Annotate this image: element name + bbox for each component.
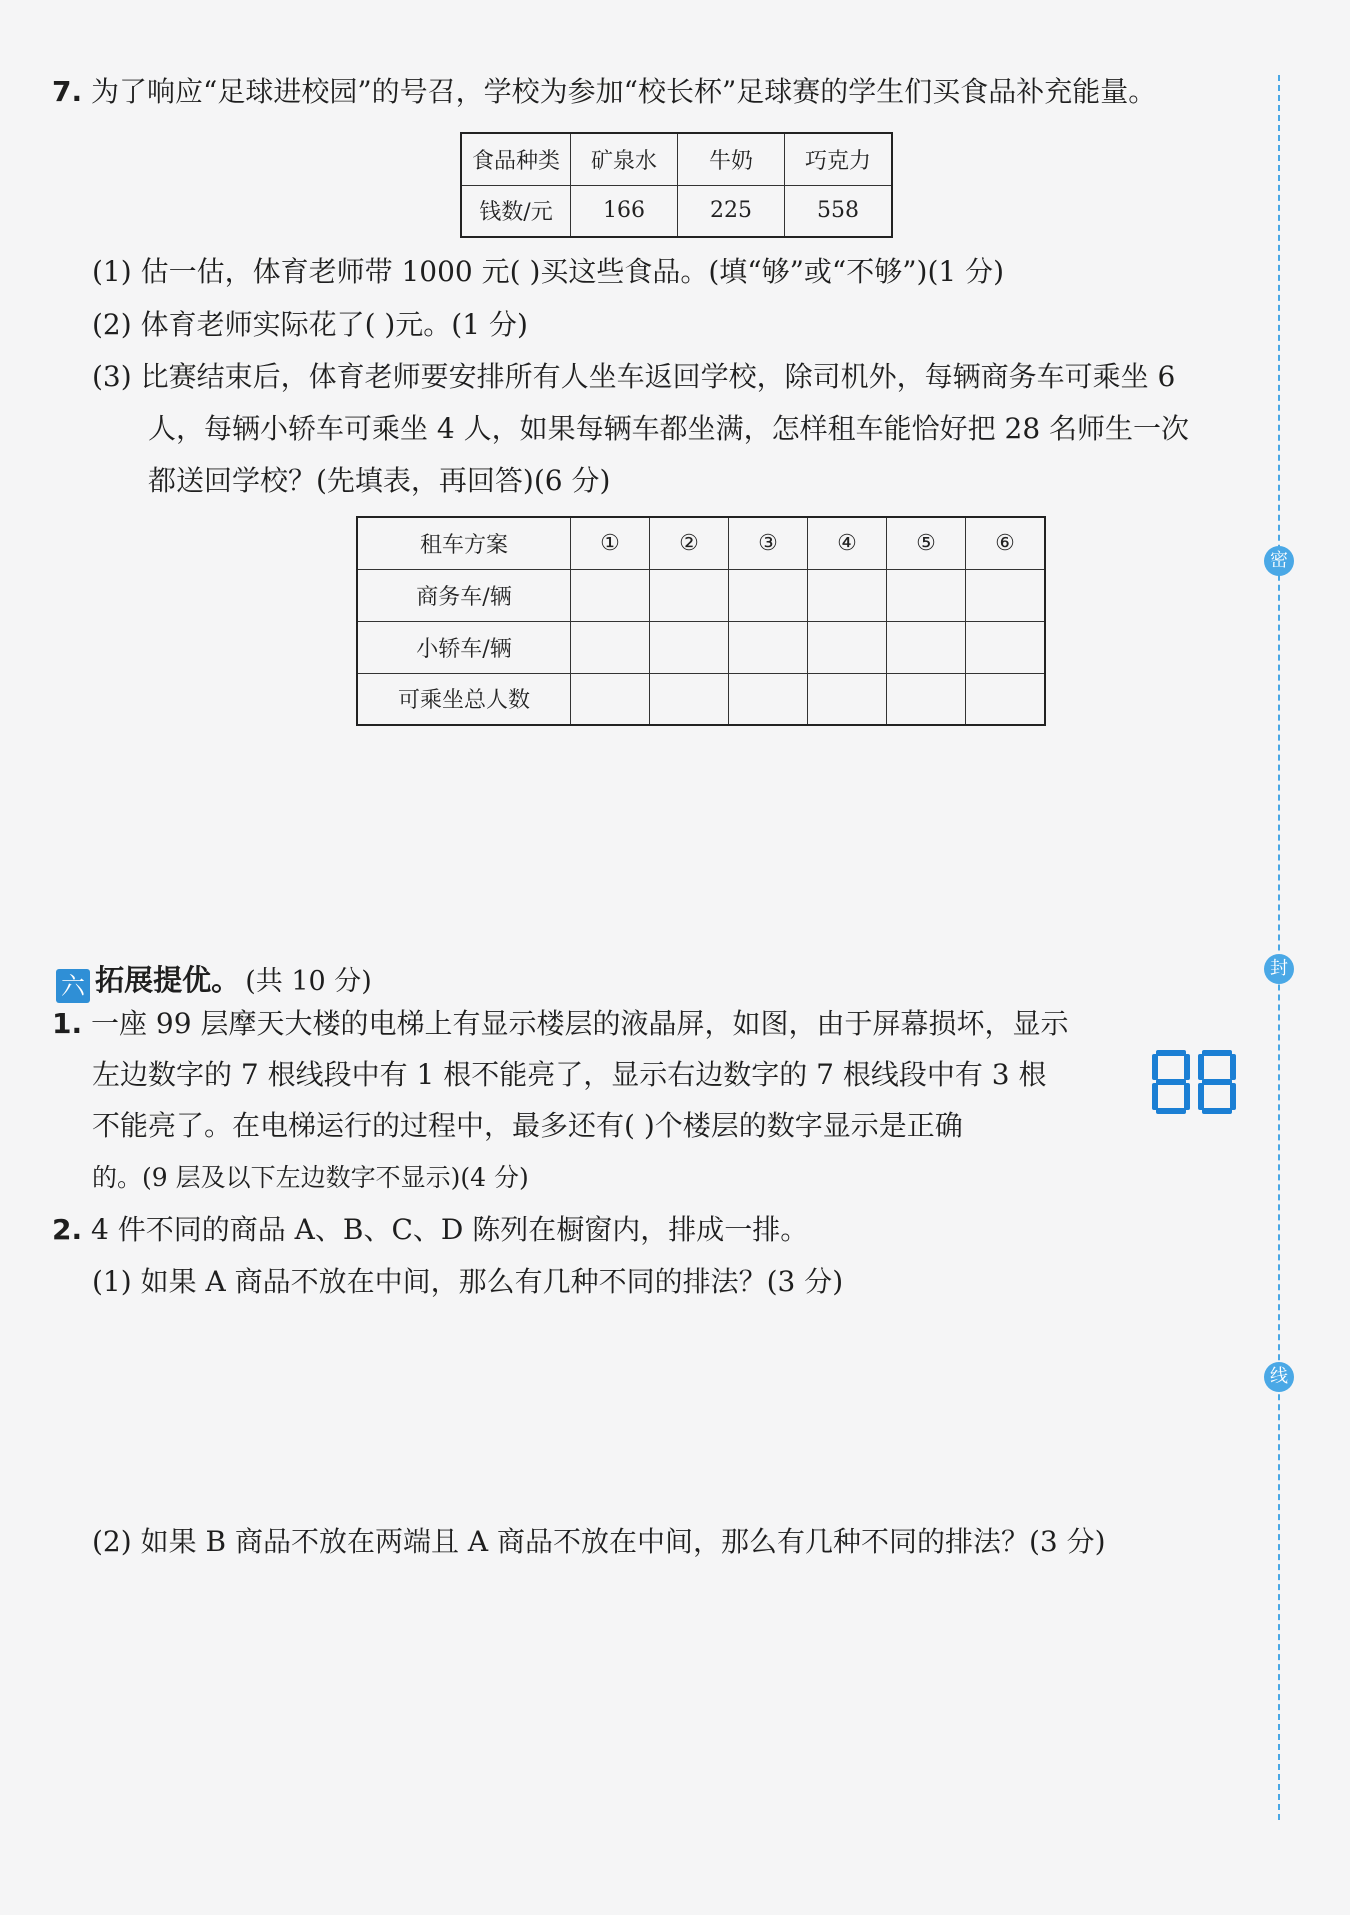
section-badge: 六	[56, 969, 90, 1003]
table-row	[357, 621, 1045, 673]
table-cell: ⑤	[887, 517, 966, 569]
table-cell: 小轿车/辆	[357, 621, 571, 673]
table-row	[461, 185, 892, 237]
answer-cell[interactable]	[650, 673, 729, 725]
margin-mark: 封	[1264, 954, 1294, 984]
s6-q1-line3: 不能亮了。在电梯运行的过程中，最多还有( )个楼层的数字显示是正确	[92, 1109, 963, 1142]
answer-cell[interactable]	[729, 621, 808, 673]
margin-mark: 密	[1264, 546, 1294, 576]
answer-cell[interactable]	[650, 569, 729, 621]
lcd-display-88	[1150, 1048, 1240, 1116]
answer-cell[interactable]	[571, 673, 650, 725]
question-number: 1.	[52, 1007, 83, 1040]
s6-q2-part2: (2) 如果 B 商品不放在两端且 A 商品不放在中间，那么有几种不同的排法？(3 分)	[92, 1525, 1106, 1558]
table-cell: 钱数/元	[461, 185, 571, 237]
table-row	[461, 133, 892, 185]
table-cell: 矿泉水	[571, 133, 678, 185]
lcd-segment	[1230, 1054, 1236, 1080]
table-cell: 166	[571, 185, 678, 237]
table-cell: 商务车/辆	[357, 569, 571, 621]
table-cell: ①	[571, 517, 650, 569]
section-title: 拓展提优。	[95, 963, 241, 997]
table-cell: ②	[650, 517, 729, 569]
table-row	[357, 673, 1045, 725]
answer-cell[interactable]	[966, 673, 1046, 725]
table-cell: 租车方案	[357, 517, 571, 569]
answer-cell[interactable]	[808, 673, 887, 725]
answer-cell[interactable]	[571, 569, 650, 621]
table-cell: 可乘坐总人数	[357, 673, 571, 725]
s6-q2-part1: (1) 如果 A 商品不放在中间，那么有几种不同的排法？(3 分)	[92, 1265, 844, 1298]
lcd-segment	[1152, 1083, 1158, 1110]
answer-cell[interactable]	[729, 569, 808, 621]
lcd-segment	[1156, 1050, 1186, 1056]
question-text: 一座 99 层摩天大楼的电梯上有显示楼层的液晶屏，如图，由于屏幕损坏，显示	[91, 1007, 1069, 1040]
q7-part3-line2: 人，每辆小轿车可乘坐 4 人，如果每辆车都坐满，怎样租车能恰好把 28 名师生一次	[148, 412, 1190, 445]
q7-part2: (2) 体育老师实际花了( )元。(1 分)	[92, 308, 528, 341]
answer-cell[interactable]	[887, 569, 966, 621]
lcd-segment	[1202, 1050, 1232, 1056]
answer-cell[interactable]	[808, 621, 887, 673]
q7-part3-line3: 都送回学校？(先填表，再回答)(6 分)	[148, 464, 611, 497]
lcd-segment	[1198, 1083, 1204, 1110]
section-header	[56, 958, 372, 1003]
table-cell: ④	[808, 517, 887, 569]
question-text: 为了响应“足球进校园”的号召，学校为参加“校长杯”足球赛的学生们买食品补充能量。	[91, 75, 1157, 108]
lcd-segment	[1202, 1079, 1232, 1085]
table-cell: 食品种类	[461, 133, 571, 185]
question-text: 4 件不同的商品 A、B、C、D 陈列在橱窗内，排成一排。	[91, 1213, 809, 1246]
table-row	[357, 569, 1045, 621]
q7-stem	[52, 72, 1156, 112]
car-rental-table	[356, 516, 1046, 726]
lcd-segment	[1184, 1083, 1190, 1110]
table-cell: ③	[729, 517, 808, 569]
table-cell: ⑥	[966, 517, 1046, 569]
answer-cell[interactable]	[966, 569, 1046, 621]
table-cell: 225	[678, 185, 785, 237]
s6-q1-line2: 左边数字的 7 根线段中有 1 根不能亮了，显示右边数字的 7 根线段中有 3 根	[92, 1058, 1047, 1091]
table-cell: 558	[785, 185, 893, 237]
s6-q2-stem	[52, 1210, 808, 1250]
table-cell: 巧克力	[785, 133, 893, 185]
answer-cell[interactable]	[887, 621, 966, 673]
q7-part1: (1) 估一估，体育老师带 1000 元( )买这些食品。(填“够”或“不够”)(1 分)	[92, 255, 1005, 288]
s6-q1-line1	[52, 1004, 1068, 1044]
answer-cell[interactable]	[966, 621, 1046, 673]
margin-mark: 线	[1264, 1362, 1294, 1392]
q7-part3-line1: (3) 比赛结束后，体育老师要安排所有人坐车返回学校，除司机外，每辆商务车可乘坐 6	[92, 360, 1176, 393]
lcd-segment	[1198, 1054, 1204, 1080]
answer-cell[interactable]	[729, 673, 808, 725]
food-price-table	[460, 132, 893, 238]
binding-dashed-line	[1278, 75, 1280, 1820]
lcd-segment	[1184, 1054, 1190, 1080]
s6-q1-line4: 的。(9 层及以下左边数字不显示)(4 分)	[92, 1163, 529, 1192]
lcd-segment	[1202, 1108, 1232, 1114]
lcd-segment	[1156, 1079, 1186, 1085]
lcd-segment	[1152, 1054, 1158, 1080]
section-score: (共 10 分)	[245, 966, 372, 997]
table-row	[357, 517, 1045, 569]
lcd-segment	[1230, 1083, 1236, 1110]
lcd-segment	[1156, 1108, 1186, 1114]
table-cell: 牛奶	[678, 133, 785, 185]
question-number: 7.	[52, 75, 83, 108]
answer-cell[interactable]	[571, 621, 650, 673]
answer-cell[interactable]	[887, 673, 966, 725]
question-number: 2.	[52, 1213, 83, 1246]
answer-cell[interactable]	[650, 621, 729, 673]
answer-cell[interactable]	[808, 569, 887, 621]
